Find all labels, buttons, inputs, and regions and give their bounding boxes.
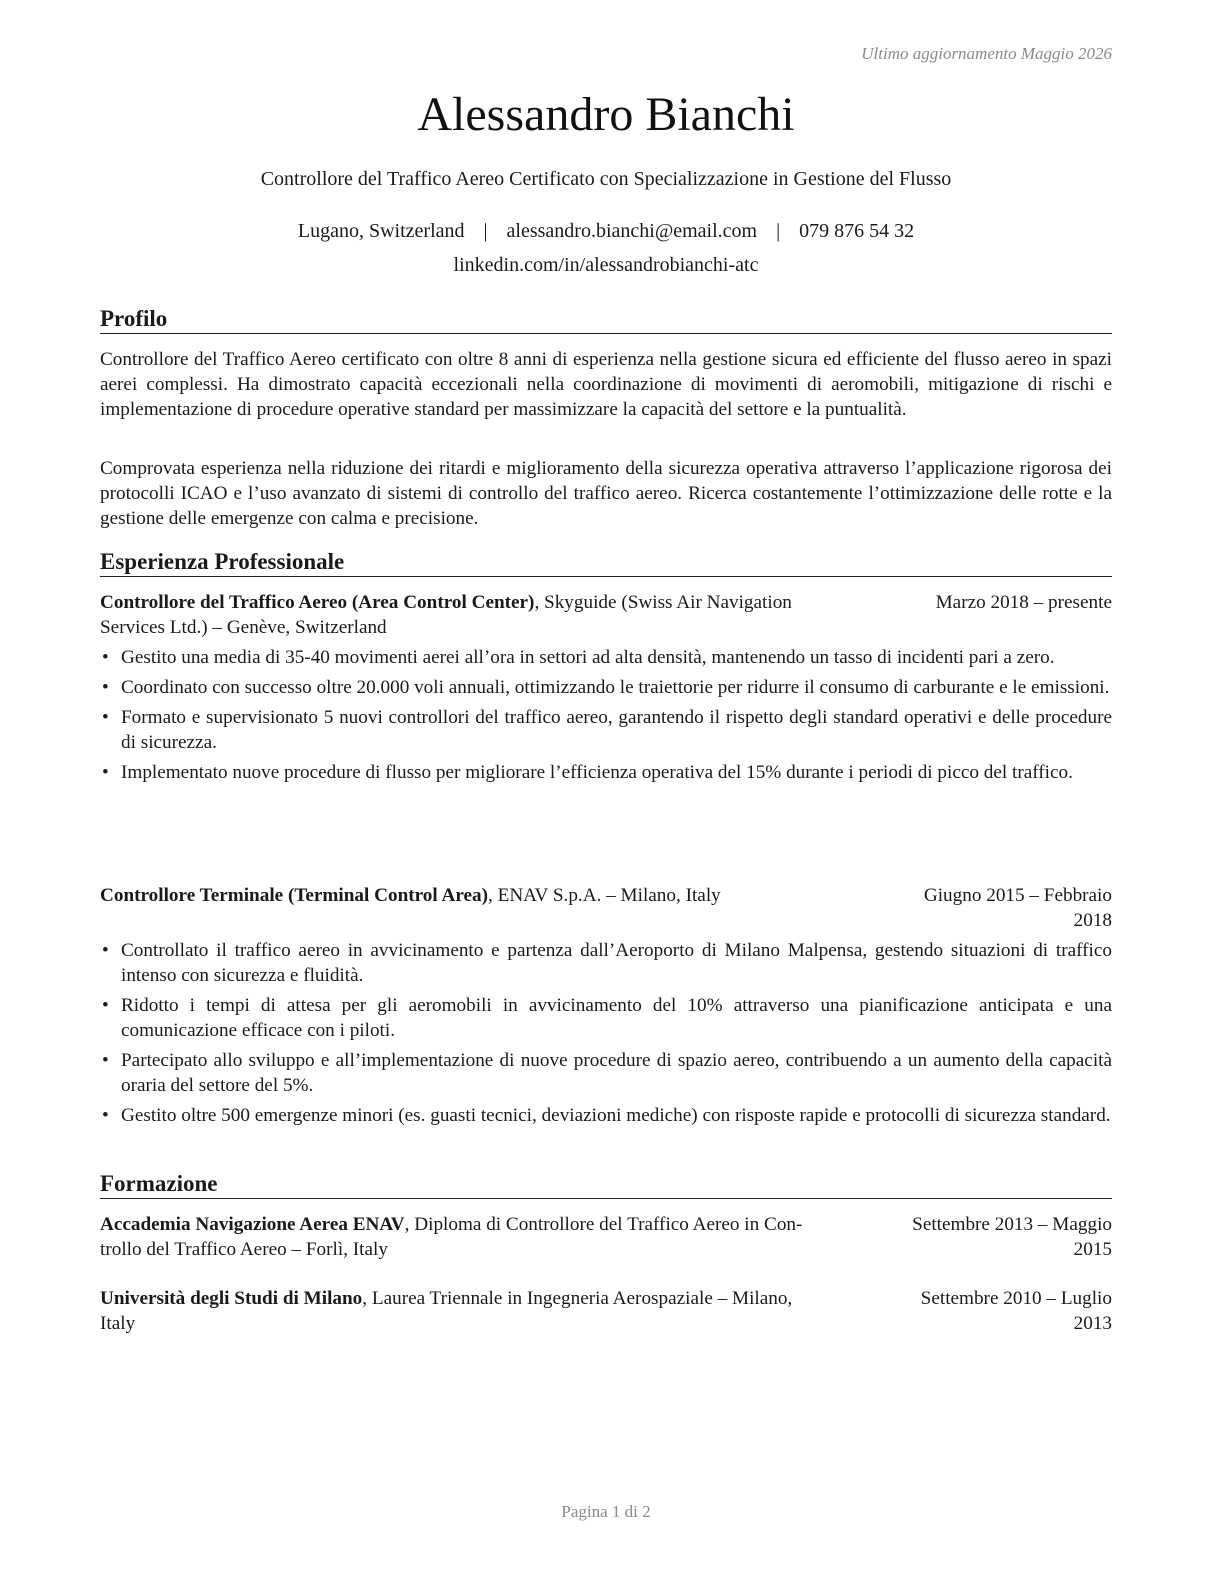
bullet-text: Gestito oltre 500 emergenze minori (es. guasti tecnici, deviazioni mediche) con risposte rapide e protocolli di sicurezza standard. (121, 1105, 1111, 1126)
contact-separator: | (483, 220, 488, 242)
education-dates-end: 2013 (1073, 1313, 1112, 1334)
education-detail-cont: trollo del Traffico Aereo – Forlì, Italy (100, 1239, 388, 1260)
education-school: Accademia Navigazione Aerea ENAV (100, 1214, 405, 1235)
section-title-profile: Profilo (100, 305, 1112, 334)
bullet-icon: • (102, 995, 109, 1016)
resume-page (100, 0, 1112, 1584)
contact-phone: 079 876 54 32 (799, 220, 915, 242)
job-header (100, 590, 1112, 640)
job-role: Controllore del Traffico Aereo (Area Control Center) (100, 592, 535, 613)
education-title-block (100, 1212, 802, 1262)
education-detail: , Laurea Triennale in Ingegneria Aerospaziale – Milano, (362, 1288, 793, 1309)
page-number: Pagina 1 di 2 (561, 1502, 651, 1521)
job-company-cont: Services Ltd.) – Genève, Switzerland (100, 617, 387, 638)
contact-location: Lugano, Switzerland (297, 220, 465, 242)
education-title-block (100, 1286, 792, 1336)
education-dates-start: Settembre 2010 – Luglio (920, 1288, 1112, 1309)
bullet-text: Controllato il traffico aereo in avvicinamento e partenza dall’Aeroporto di Milano Malpensa, gestendo situazioni di traffico intenso con sicurezza e fluidità. (121, 940, 1112, 986)
job-title-block (100, 590, 792, 640)
bullet-text: Gestito una media di 35-40 movimenti aerei all’ora in settori ad alta densità, mantenendo un tasso di incidenti pari a zero. (121, 647, 1055, 668)
education-item (100, 1286, 1112, 1336)
job-dates (924, 883, 1112, 933)
job-dates-start: Giugno 2015 – Febbraio (923, 885, 1112, 906)
list-item (100, 760, 1112, 785)
bullet-icon: • (102, 762, 109, 783)
list-item (100, 1048, 1112, 1098)
job-dates-end: 2018 (1073, 910, 1112, 931)
job-dates: Marzo 2018 – presente (935, 592, 1112, 613)
education-school: Università degli Studi di Milano (100, 1288, 363, 1309)
bullet-text: Partecipato allo sviluppo e all’implementazione di nuove procedure di spazio aereo, contribuendo a un aumento della capacità oraria del settore del 5%. (121, 1050, 1112, 1096)
bullet-icon: • (102, 677, 109, 698)
bullet-icon: • (102, 1105, 109, 1126)
bullet-icon: • (102, 940, 109, 961)
job-company: , ENAV S.p.A. – Milano, Italy (488, 885, 721, 906)
job-role: Controllore Terminale (Terminal Control Area) (100, 885, 488, 906)
education-dates (921, 1286, 1112, 1336)
education-dates (912, 1212, 1112, 1262)
bullet-icon: • (102, 1050, 109, 1071)
candidate-headline: Controllore del Traffico Aereo Certificato con Specializzazione in Gestione del Flusso (260, 168, 952, 190)
list-item (100, 675, 1112, 700)
candidate-name: Alessandro Bianchi (417, 88, 795, 141)
education-dates-end: 2015 (1073, 1239, 1112, 1260)
list-item (100, 705, 1112, 755)
job-header (100, 883, 1112, 933)
bullet-text: Ridotto i tempi di attesa per gli aeromobili in avvicinamento del 10% attraverso una pianificazione anticipata e una comunicazione efficace con i piloti. (121, 995, 1112, 1041)
profile-paragraph: Controllore del Traffico Aereo certificato con oltre 8 anni di esperienza nella gestione sicura ed efficiente del flusso aereo in spazi aerei complessi. Ha dimostrato capacità eccezionali nella coordinazione di movimenti di aeromobili, mitigazione di rischi e implementazione di procedure operative standard per massimizzare la capacità del settore e la puntualità. (100, 349, 1112, 420)
contact-linkedin[interactable]: linkedin.com/in/alessandrobianchi-atc (453, 254, 759, 276)
list-item (100, 993, 1112, 1043)
bullet-text: Formato e supervisionato 5 nuovi controllori del traffico aereo, garantendo il rispetto degli standard operativi e delle procedure di sicurezza. (121, 707, 1112, 753)
list-item (100, 645, 1112, 670)
bullet-text: Coordinato con successo oltre 20.000 voli annuali, ottimizzando le traiettorie per ridurre il consumo di carburante e le emissioni. (121, 677, 1110, 698)
education-dates-start: Settembre 2013 – Maggio (912, 1214, 1112, 1235)
education-detail: , Diploma di Controllore del Traffico Aereo in Con- (404, 1214, 803, 1235)
list-item (100, 938, 1112, 988)
job-company: , Skyguide (Swiss Air Navigation (534, 592, 792, 613)
education-item (100, 1212, 1112, 1262)
profile-paragraph: Comprovata esperienza nella riduzione dei ritardi e miglioramento della sicurezza operativa attraverso l’applicazione rigorosa dei protocolli ICAO e l’uso avanzato di sistemi di controllo del traffico aereo. Ricerca costantemente l’ottimizzazione delle rotte e la gestione delle emergenze con calma e precisione. (100, 458, 1112, 529)
job-bullets (100, 645, 1112, 790)
contact-email[interactable]: alessandro.bianchi@email.com (506, 220, 758, 242)
list-item (100, 1103, 1112, 1128)
section-title-education: Formazione (100, 1170, 1112, 1199)
contact-line (100, 218, 1112, 244)
section-title-experience: Esperienza Professionale (100, 548, 1112, 577)
bullet-text: Implementato nuove procedure di flusso per migliorare l’efficienza operativa del 15% durante i periodi di picco del traffico. (121, 762, 1073, 783)
job-title-block (100, 883, 721, 908)
education-detail-cont: Italy (100, 1313, 136, 1334)
job-bullets (100, 938, 1112, 1133)
bullet-icon: • (102, 707, 109, 728)
bullet-icon: • (102, 647, 109, 668)
contact-separator: | (776, 220, 781, 242)
last-updated-note: Ultimo aggiornamento Maggio 2026 (861, 44, 1112, 63)
